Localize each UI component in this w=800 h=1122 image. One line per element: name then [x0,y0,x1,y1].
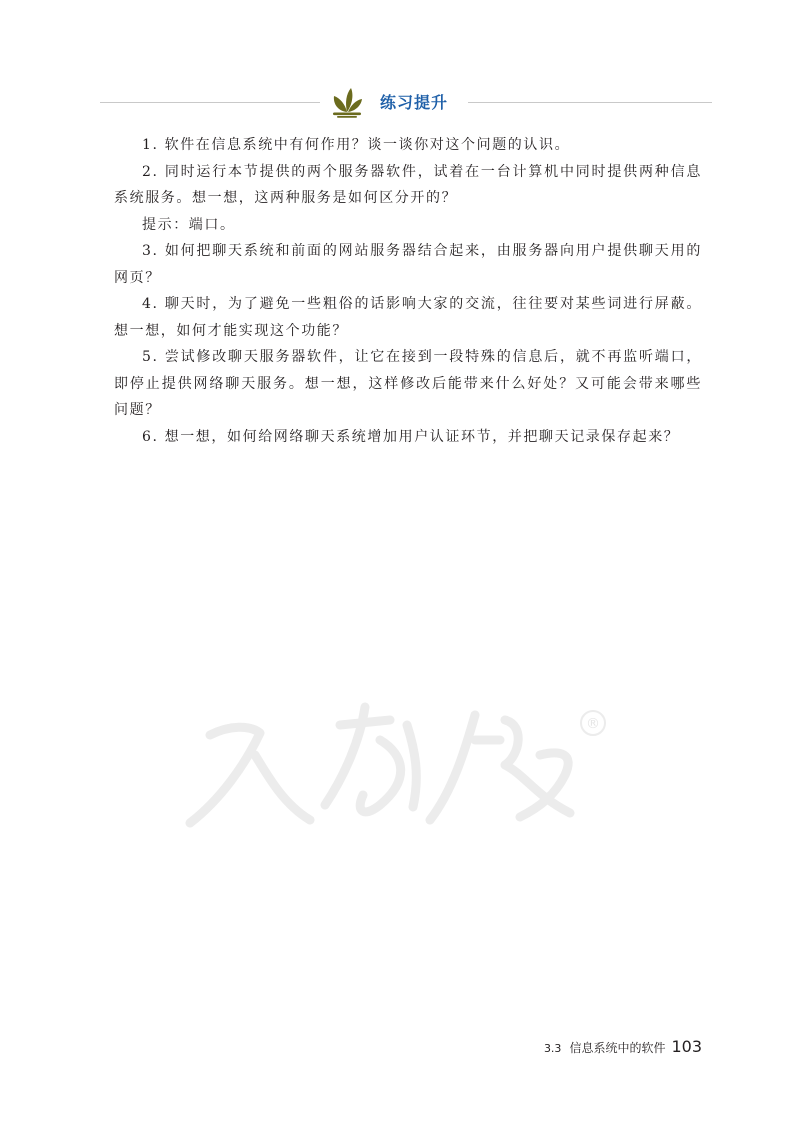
publisher-watermark [175,695,635,845]
question-5: 5. 尝试修改聊天服务器软件，让它在接到一段特殊的信息后，就不再监听端口，即停止提供网络聊天服务。想一想，这样修改后能带来什么好处？又可能会带来哪些问题？ [114,349,702,418]
question-3: 3. 如何把聊天系统和前面的网站服务器结合起来，由服务器向用户提供聊天用的网页？ [114,243,702,286]
footer-section-number: 3.3 [543,1042,562,1055]
page-number: 103 [671,1037,702,1056]
page-footer [544,1037,702,1056]
watermark-registered-mark: ® [586,716,600,732]
question-4: 4. 聊天时，为了避免一些粗俗的话影响大家的交流，往往要对某些词进行屏蔽。想一想，如何才能实现这个功能？ [114,296,702,339]
footer-section-title: 信息系统中的软件 [569,1041,666,1055]
header-title: 练习提升 [380,93,449,112]
question-list [114,132,702,450]
section-header [100,84,712,120]
header-divider-right [468,102,712,103]
question-2-hint: 提示：端口。 [142,216,236,233]
header-divider-left [100,102,320,103]
practice-leaf-icon [330,86,364,118]
question-6: 6. 想一想，如何给网络聊天系统增加用户认证环节，并把聊天记录保存起来？ [142,428,680,445]
question-1: 1. 软件在信息系统中有何作用？谈一谈你对这个问题的认识。 [142,137,571,153]
question-2: 2. 同时运行本节提供的两个服务器软件，试着在一台计算机中同时提供两种信息系统服务。想一想，这两种服务是如何区分开的？ [114,163,702,206]
